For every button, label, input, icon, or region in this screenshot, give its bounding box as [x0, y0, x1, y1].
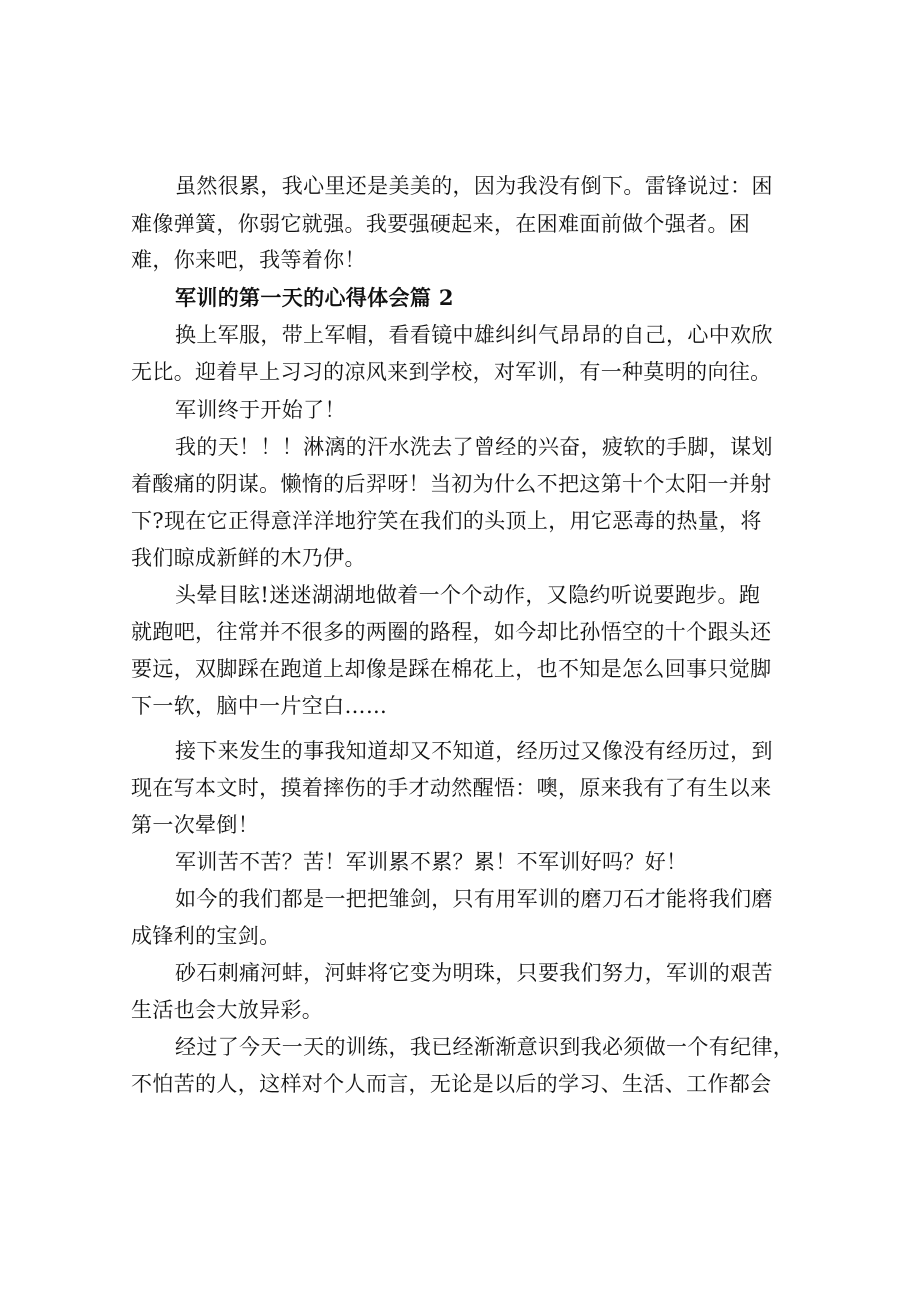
text-line-11: 我们晾成新鲜的木乃伊。 [131, 546, 366, 570]
text-line-18: 第一次晕倒！ [131, 813, 260, 837]
section-heading: 军训的第一天的心得体会篇 2 [175, 285, 454, 310]
text-line-21: 成锋利的宝剑。 [131, 924, 281, 948]
text-line-12: 头晕目眩!迷迷湖湖地做着一个个动作，又隐约听说要跑步。跑 [175, 583, 761, 607]
text-line-13: 就跑吧，往常并不很多的两圈的路程，如今却比孙悟空的十个跟头还 [131, 620, 772, 644]
text-line-14: 要远，双脚踩在跑道上却像是踩在棉花上，也不知是怎么回事只觉脚 [131, 657, 772, 681]
text-line-17: 现在写本文时，摸着摔伤的手才动然醒悟：噢，原来我有了有生以来 [131, 776, 772, 800]
text-line-16: 接下来发生的事我知道却又不知道，经历过又像没有经历过，到 [175, 739, 773, 763]
text-line-10: 下?现在它正得意洋洋地狞笑在我们的头顶上，用它恶毒的热量，将 [131, 509, 762, 533]
text-line-20: 如今的我们都是一把把雏剑，只有用军训的磨刀石才能将我们磨 [175, 887, 773, 911]
text-line-3: 难，你来吧，我等着你！ [131, 248, 366, 272]
text-line-9: 着酸痛的阴谋。懒惰的后羿呀！当初为什么不把这第十个太阳一并射 [131, 472, 772, 496]
text-line-24: 经过了今天一天的训练，我已经渐渐意识到我必须做一个有纪律， [175, 1035, 795, 1059]
text-line-22: 砂石刺痛河蚌，河蚌将它变为明珠，只要我们努力，军训的艰苦 [175, 961, 773, 985]
text-line-2: 难像弹簧，你弱它就强。我要强硬起来，在困难面前做个强者。困 [131, 212, 751, 236]
text-line-7: 军训终于开始了！ [175, 398, 346, 422]
text-line-6: 无比。迎着早上习习的凉风来到学校，对军训，有一种莫明的向往。 [131, 360, 772, 384]
text-line-15: 下一软，脑中一片空白…… [131, 694, 388, 718]
text-line-23: 生活也会大放异彩。 [131, 998, 324, 1022]
text-line-5: 换上军服，带上军帽，看看镜中雄纠纠气昂昂的自己，心中欢欣 [175, 323, 773, 347]
text-line-1: 虽然很累，我心里还是美美的，因为我没有倒下。雷锋说过：困 [175, 174, 773, 198]
text-line-25: 不怕苦的人，这样对个人而言，无论是以后的学习、生活、工作都会 [131, 1072, 772, 1096]
text-line-8: 我的天！！！淋漓的汗水洗去了曾经的兴奋，疲软的手脚，谋划 [175, 435, 773, 459]
text-line-19: 军训苦不苦？苦！军训累不累？累！不军训好吗？好！ [175, 850, 688, 874]
